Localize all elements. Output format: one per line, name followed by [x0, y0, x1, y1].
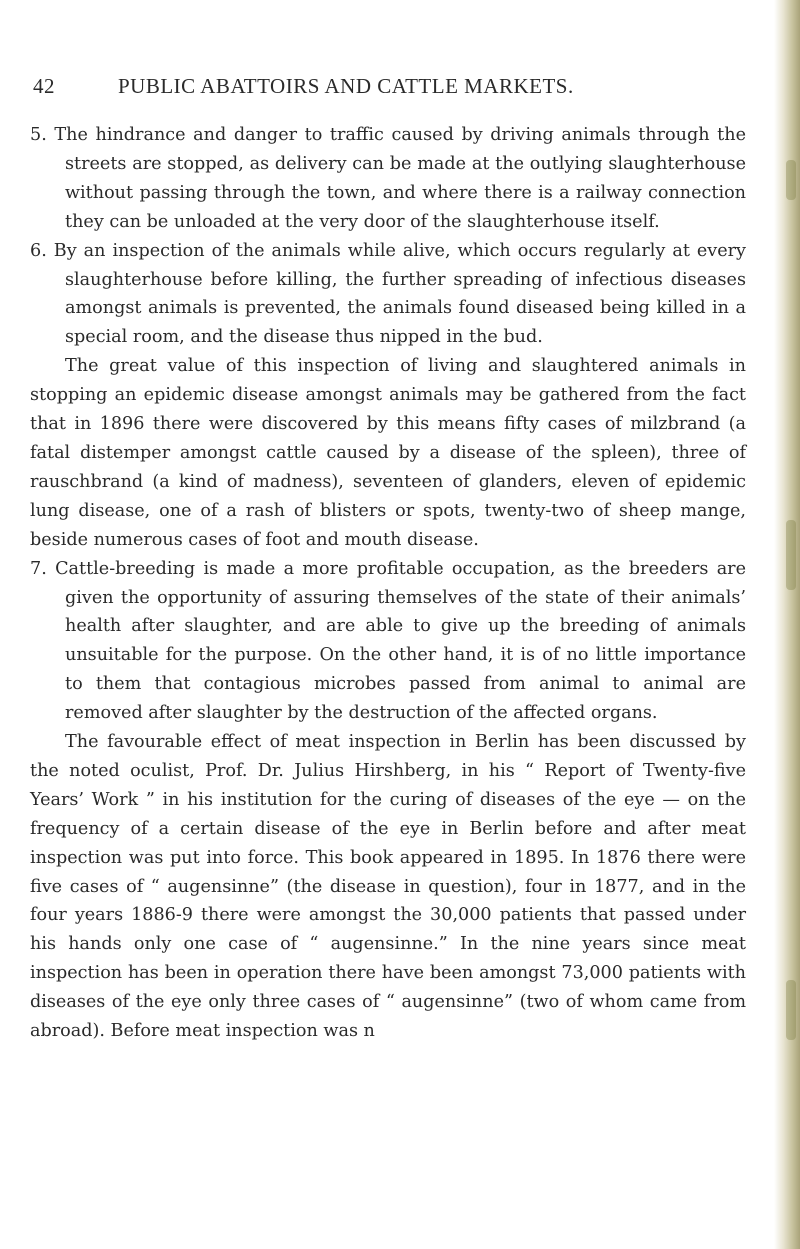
numbered-point-5: 5. The hindrance and danger to traffic caused by driving animals through the streets are stopped, as delivery can be made at the outlying slaughterhouse without passing through the town, and where there is a railway connection they can be unloaded at the very door of the slaughterhouse itself. [30, 125, 746, 232]
page-header [33, 74, 753, 104]
numbered-point-6: 6. By an inspection of the animals while alive, which occurs regularly at every slaughterhouse before killing, the further spreading of infectious diseases amongst animals is prevented, the animals found diseased being killed in a special room, and the disease thus nipped in the bud. [30, 240, 746, 348]
body-text [30, 121, 746, 1046]
numbered-point-7: 7. Cattle-breeding is made a more profitable occupation, as the breeders are given the opportunity of assuring themselves of the state of their animals’ health after slaughter, and are able to give up the breeding of animals unsuitable for the purpose. On the other hand, it is of no little importance to them that contagious microbes passed from animal to animal are removed after slaughter by the destruction of the affected organs. [30, 558, 746, 724]
paragraph-inspection-value: The great value of this inspection of living and slaughtered animals in stopping an epidemic disease amongst animals may be gathered from the fact that in 1896 there were discovered by this means fifty cases of milzbrand (a fatal distemper amongst cattle caused by a disease of the spleen), three of rauschbrand (a kind of madness), seventeen of glanders, eleven of epidemic lung disease, one of a rash of blisters or spots, twenty-two of sheep mange, beside numerous cases of foot and mouth disease. [30, 356, 746, 550]
page-edge-stain [786, 160, 796, 200]
running-head: PUBLIC ABATTOIRS AND CATTLE MARKETS. [118, 74, 574, 98]
page-edge-stain [786, 980, 796, 1040]
page-edge-stain [786, 520, 796, 590]
page-number: 42 [33, 74, 55, 98]
page-edge-shadow [774, 0, 800, 1249]
paragraph-berlin-effect: The favourable effect of meat inspection in Berlin has been discussed by the noted oculist, Prof. Dr. Julius Hirshberg, in his “ Report of Twenty-five Years’ Work ” in his institution for the curing of diseases of the eye — on the frequency of a certain disease of the eye in Berlin before and after meat inspection was put into force. This book appeared in 1895. In 1876 there were five cases of “ augensinne” (the disease in question), four in 1877, and in the four years 1886-9 there were amongst the 30,000 patients that passed under his hands only one case of “ augensinne.” In the nine years since meat inspection has been in operation there have been amongst 73,000 patients with diseases of the eye only three cases of “ augensinne” (two of whom came from abroad). Before meat inspection was n [30, 732, 746, 1042]
